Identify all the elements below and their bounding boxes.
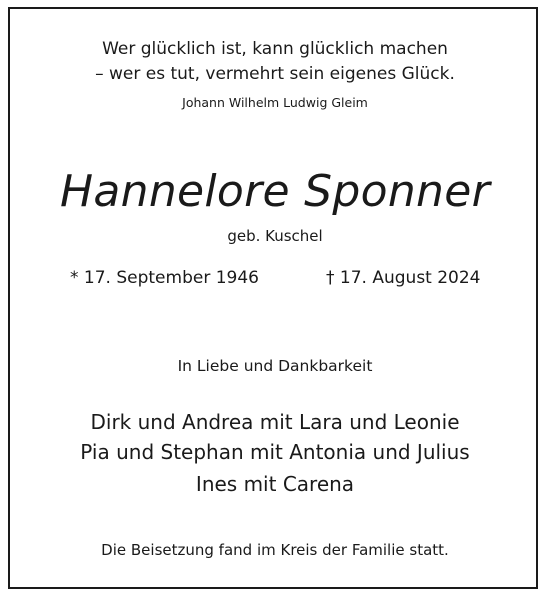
funeral-notice: Die Beisetzung fand im Kreis der Familie statt. <box>101 541 449 559</box>
birth-date: * 17. September 1946 <box>70 268 259 288</box>
maiden-name: geb. Kuschel <box>227 227 323 245</box>
mourner-line: Ines mit Carena <box>195 472 355 496</box>
quote-author: Johann Wilhelm Ludwig Gleim <box>182 95 368 110</box>
mourner-line: Dirk und Andrea mit Lara und Leonie <box>90 410 460 434</box>
quote-line-1: Wer glücklich ist, kann glücklich machen <box>102 39 448 59</box>
mourner-line: Pia und Stephan mit Antonia und Julius <box>80 440 470 464</box>
quote-line-2: – wer es tut, vermehrt sein eigenes Glück. <box>95 64 455 84</box>
mourners-intro: In Liebe und Dankbarkeit <box>177 357 373 375</box>
death-date: † 17. August 2024 <box>326 268 481 288</box>
deceased-name: Hannelore Sponner <box>60 166 490 217</box>
